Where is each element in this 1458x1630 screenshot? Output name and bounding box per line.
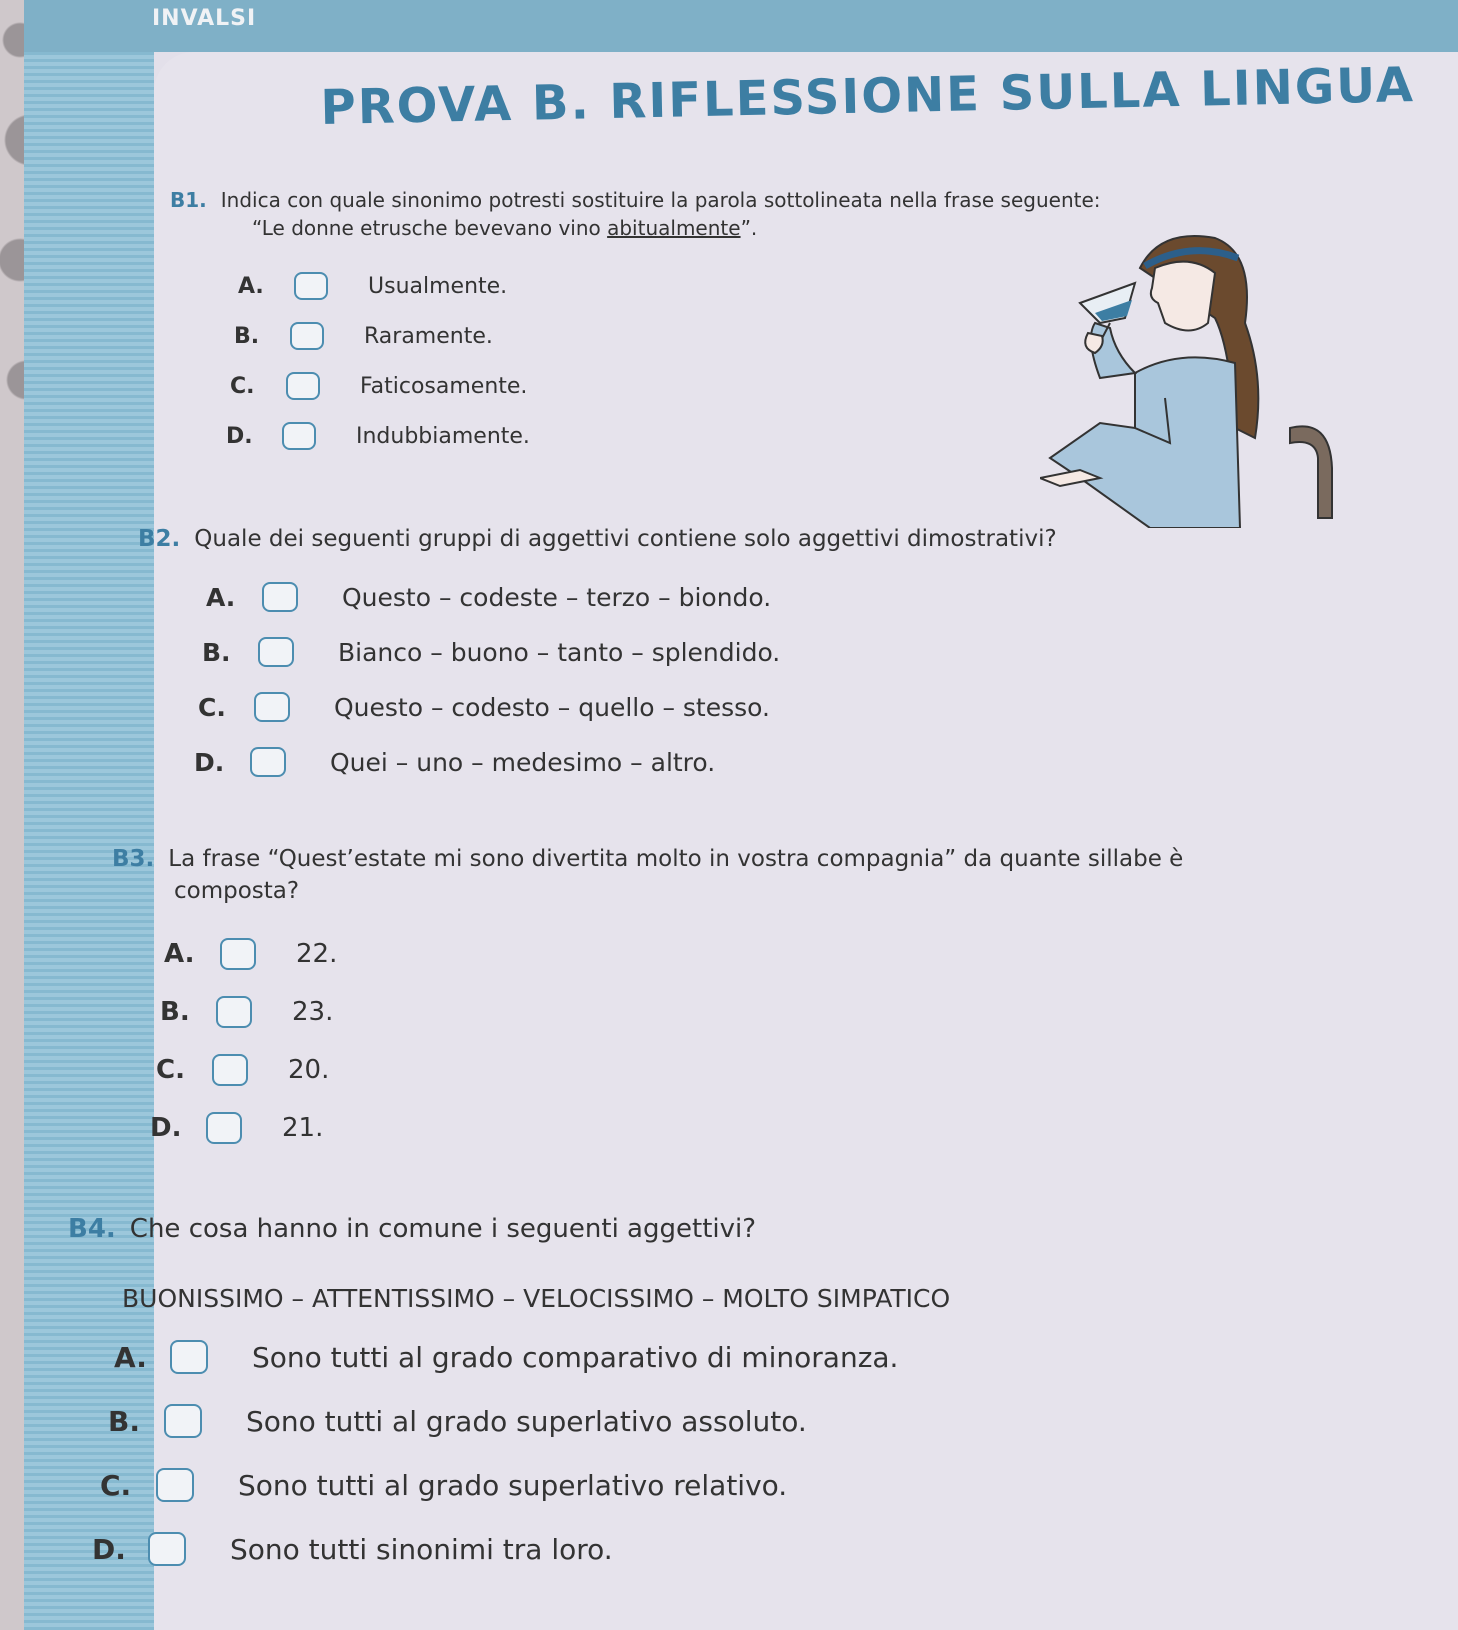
option-letter: C. — [100, 1468, 132, 1502]
option-letter: C. — [230, 373, 255, 399]
checkbox-icon[interactable] — [170, 1340, 208, 1374]
option-b2-d[interactable] — [194, 747, 715, 777]
quote-end: ”. — [740, 216, 758, 240]
option-b2-c[interactable] — [198, 692, 770, 722]
checkbox-icon[interactable] — [164, 1404, 202, 1438]
option-b3-c[interactable] — [156, 1054, 329, 1086]
etruscan-woman-illustration — [1040, 228, 1340, 528]
option-b1-c[interactable] — [230, 372, 527, 400]
adjective-list: BUONISSIMO – ATTENTISSIMO – VELOCISSIMO – MOLTO SIMPATICO — [122, 1284, 951, 1313]
option-b3-d[interactable] — [150, 1112, 323, 1144]
side-band — [24, 52, 154, 1630]
checkbox-icon[interactable] — [212, 1054, 248, 1086]
option-b1-a[interactable] — [238, 272, 507, 300]
option-letter: D. — [92, 1532, 126, 1566]
option-letter: D. — [194, 747, 225, 777]
option-b3-b[interactable] — [160, 996, 333, 1028]
option-text: Sono tutti al grado superlativo relativo. — [238, 1468, 788, 1502]
question-b3 — [112, 846, 1183, 872]
option-letter: D. — [150, 1113, 182, 1143]
option-b4-a[interactable] — [114, 1340, 898, 1374]
question-b4 — [68, 1214, 756, 1244]
checkbox-icon[interactable] — [294, 272, 328, 300]
question-text: Quale dei seguenti gruppi di aggettivi contiene solo aggettivi dimostrativi? — [194, 526, 1057, 552]
question-number: B4. — [68, 1214, 116, 1244]
question-text: Che cosa hanno in comune i seguenti aggettivi? — [129, 1214, 757, 1244]
option-text: Sono tutti al grado superlativo assoluto. — [246, 1404, 807, 1438]
option-letter: D. — [226, 423, 253, 449]
question-number: B3. — [112, 846, 155, 872]
page-title: PROVA B. RIFLESSIONE SULLA LINGUA — [320, 57, 1416, 136]
checkbox-icon[interactable] — [286, 372, 320, 400]
option-text: Sono tutti sinonimi tra loro. — [230, 1532, 613, 1566]
checkbox-icon[interactable] — [250, 747, 286, 777]
option-text: Quei – uno – medesimo – altro. — [330, 747, 716, 777]
option-letter: B. — [234, 323, 260, 349]
option-text: 22. — [296, 939, 338, 969]
option-b3-a[interactable] — [164, 938, 337, 970]
quote-start: “Le donne etrusche bevevano vino — [252, 216, 608, 240]
underlined-word: abitualmente — [607, 216, 741, 240]
checkbox-icon[interactable] — [282, 422, 316, 450]
option-text: Bianco – buono – tanto – splendido. — [338, 637, 781, 667]
question-b3-line2: composta? — [174, 878, 300, 904]
option-b2-a[interactable] — [206, 582, 771, 612]
option-text: 20. — [288, 1055, 330, 1085]
option-letter: A. — [238, 273, 264, 299]
question-text: Indica con quale sinonimo potresti sostituire la parola sottolineata nella frase seguente: — [220, 188, 1101, 212]
option-text: 21. — [282, 1113, 324, 1143]
option-letter: A. — [114, 1340, 147, 1374]
checkbox-icon[interactable] — [254, 692, 290, 722]
brand-label: INVALSI — [152, 6, 257, 31]
option-text: 23. — [292, 997, 334, 1027]
checkbox-icon[interactable] — [262, 582, 298, 612]
option-text: Sono tutti al grado comparativo di minoranza. — [252, 1340, 899, 1374]
option-letter: A. — [206, 582, 236, 612]
checkbox-icon[interactable] — [206, 1112, 242, 1144]
question-b1-quote — [252, 216, 757, 240]
question-b1 — [170, 188, 1101, 212]
option-b1-d[interactable] — [226, 422, 530, 450]
checkbox-icon[interactable] — [290, 322, 324, 350]
option-text: Questo – codeste – terzo – biondo. — [342, 582, 772, 612]
option-b1-b[interactable] — [234, 322, 493, 350]
option-b4-d[interactable] — [92, 1532, 613, 1566]
checkbox-icon[interactable] — [258, 637, 294, 667]
question-b2 — [138, 526, 1057, 552]
option-letter: B. — [108, 1404, 140, 1438]
checkbox-icon[interactable] — [220, 938, 256, 970]
question-text: La frase “Quest’estate mi sono divertita molto in vostra compagnia” da quante sillabe è — [168, 846, 1184, 872]
option-text: Faticosamente. — [360, 373, 528, 399]
option-letter: B. — [160, 997, 190, 1027]
option-text: Indubbiamente. — [356, 423, 530, 449]
option-letter: C. — [198, 692, 226, 722]
option-text: Usualmente. — [368, 273, 508, 299]
option-b2-b[interactable] — [202, 637, 780, 667]
option-b4-b[interactable] — [108, 1404, 807, 1438]
checkbox-icon[interactable] — [148, 1532, 186, 1566]
option-letter: A. — [164, 939, 195, 969]
checkbox-icon[interactable] — [216, 996, 252, 1028]
question-number: B2. — [138, 526, 181, 552]
option-letter: B. — [202, 637, 231, 667]
option-text: Questo – codesto – quello – stesso. — [334, 692, 770, 722]
checkbox-icon[interactable] — [156, 1468, 194, 1502]
question-number: B1. — [170, 188, 207, 212]
option-text: Raramente. — [364, 323, 493, 349]
option-letter: C. — [156, 1055, 185, 1085]
option-b4-c[interactable] — [100, 1468, 787, 1502]
